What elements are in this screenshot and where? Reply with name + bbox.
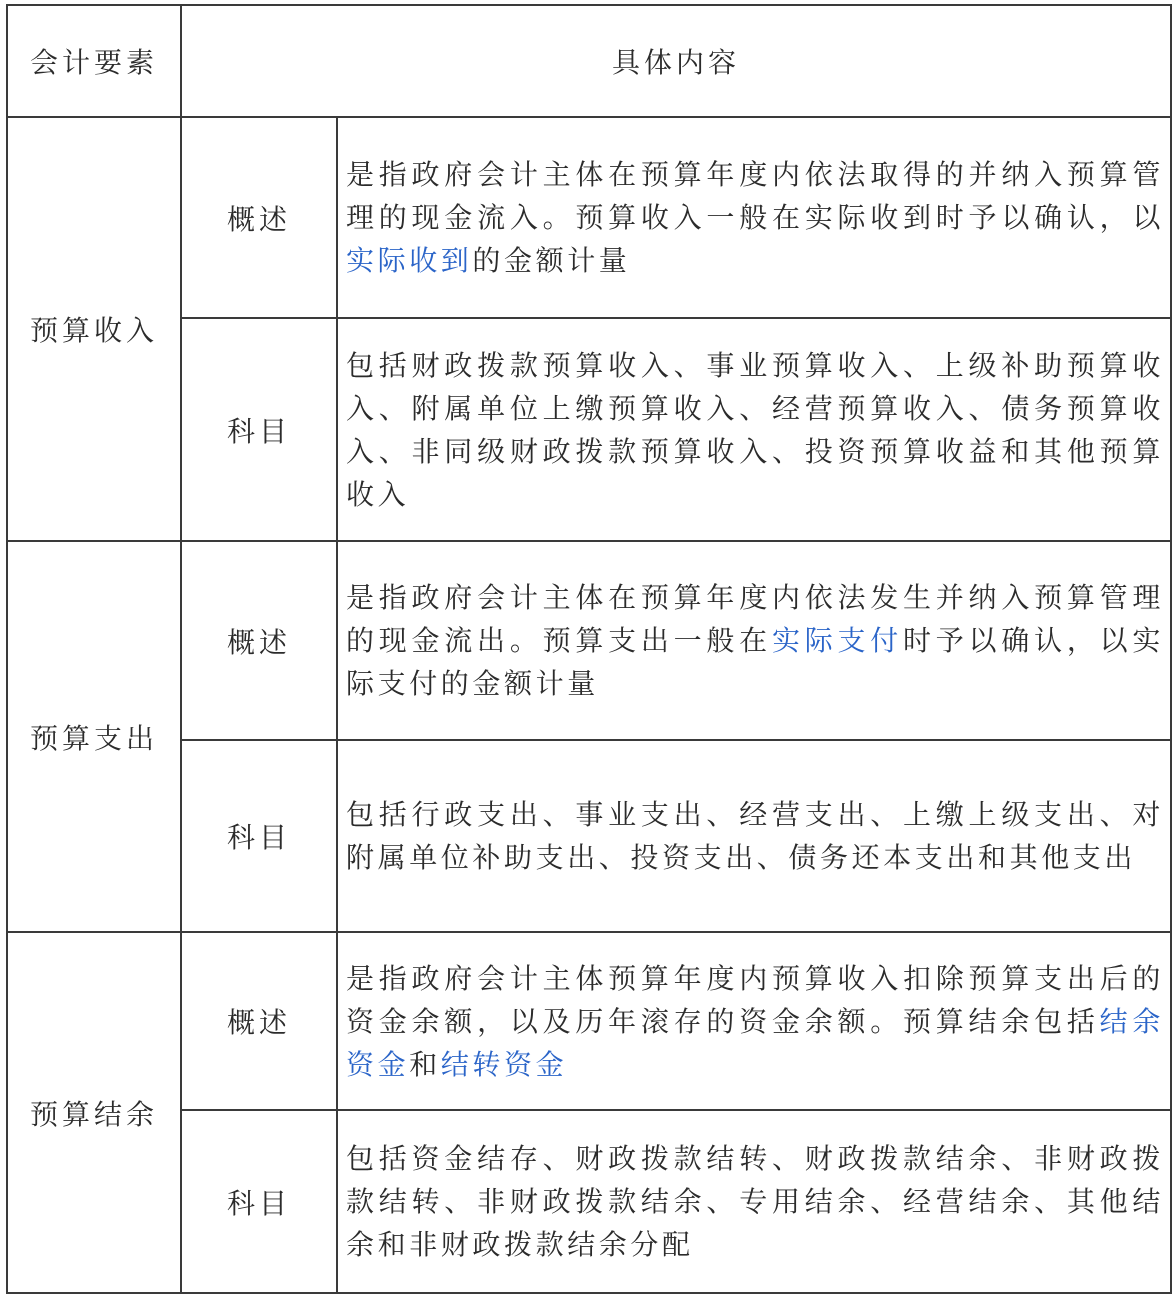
header-element-label: 会计要素: [29, 46, 158, 79]
overview-content-cell: [338, 542, 1170, 739]
group-name-cell: [8, 118, 180, 540]
subjects-label-cell: [182, 1111, 336, 1292]
overview-text-part: 的金额计量: [472, 244, 631, 277]
overview-text: [346, 957, 1164, 1086]
highlight-term: 结余资金: [346, 1004, 1164, 1081]
group-name-cell: [8, 933, 180, 1292]
overview-content-cell: [338, 118, 1170, 317]
overview-label: 概述: [226, 202, 291, 236]
overview-text: [346, 576, 1164, 705]
overview-label-cell: [182, 118, 336, 317]
highlight-term: 实际支付: [771, 624, 904, 657]
header-content-label: 具体内容: [611, 46, 740, 79]
overview-label-cell: [182, 933, 336, 1109]
subjects-label-cell: [182, 319, 336, 540]
overview-text-part: 和: [409, 1047, 441, 1081]
overview-text-part: 时予以确认，以实际支付的金额计量: [346, 624, 1164, 700]
header-content-cell: [182, 6, 1170, 116]
overview-content-cell: [338, 933, 1170, 1109]
group-name: 预算收入: [29, 314, 158, 347]
overview-label-cell: [182, 542, 336, 739]
subjects-label: 科目: [226, 1186, 291, 1220]
header-element-cell: [8, 6, 180, 116]
subjects-content-cell: [338, 741, 1170, 931]
overview-text-part: 是指政府会计主体预算年度内预算收入扣除预算支出后的资金余额，以及历年滚存的资金余额。预算结余包括: [346, 961, 1164, 1038]
accounting-elements-table: [6, 4, 1172, 1294]
highlight-term: 结转资金: [440, 1047, 568, 1081]
subjects-label: 科目: [226, 821, 291, 854]
subjects-content-cell: [338, 1111, 1170, 1292]
subjects-text: 包括财政拨款预算收入、事业预算收入、上级补助预算收入、附属单位上缴预算收入、经营预算收入、债务预算收入、非同级财政拨款预算收入、投资预算收益和其他预算收入: [346, 348, 1164, 511]
subjects-text: 包括资金结存、财政拨款结转、财政拨款结余、非财政拨款结转、非财政拨款结余、专用结余、经营结余、其他结余和非财政拨款结余分配: [346, 1142, 1164, 1261]
subjects-content-cell: [338, 319, 1170, 540]
overview-label: 概述: [226, 625, 291, 659]
group-name: 预算结余: [29, 1097, 158, 1131]
group-name-cell: [8, 542, 180, 931]
overview-label: 概述: [226, 1006, 291, 1039]
highlight-term: 实际收到: [346, 244, 473, 277]
group-name: 预算支出: [29, 721, 158, 755]
overview-text-part: 是指政府会计主体在预算年度内依法发生并纳入预算管理的现金流出。预算支出一般在: [346, 581, 1164, 657]
overview-text-part: 是指政府会计主体在预算年度内依法取得的并纳入预算管理的现金流入。预算收入一般在实际收到时予以确认，以: [346, 158, 1164, 234]
overview-text: [346, 153, 1164, 282]
subjects-label-cell: [182, 741, 336, 931]
subjects-text: 包括行政支出、事业支出、经营支出、上缴上级支出、对附属单位补助支出、投资支出、债务还本支出和其他支出: [346, 798, 1164, 874]
subjects-label: 科目: [226, 414, 291, 448]
